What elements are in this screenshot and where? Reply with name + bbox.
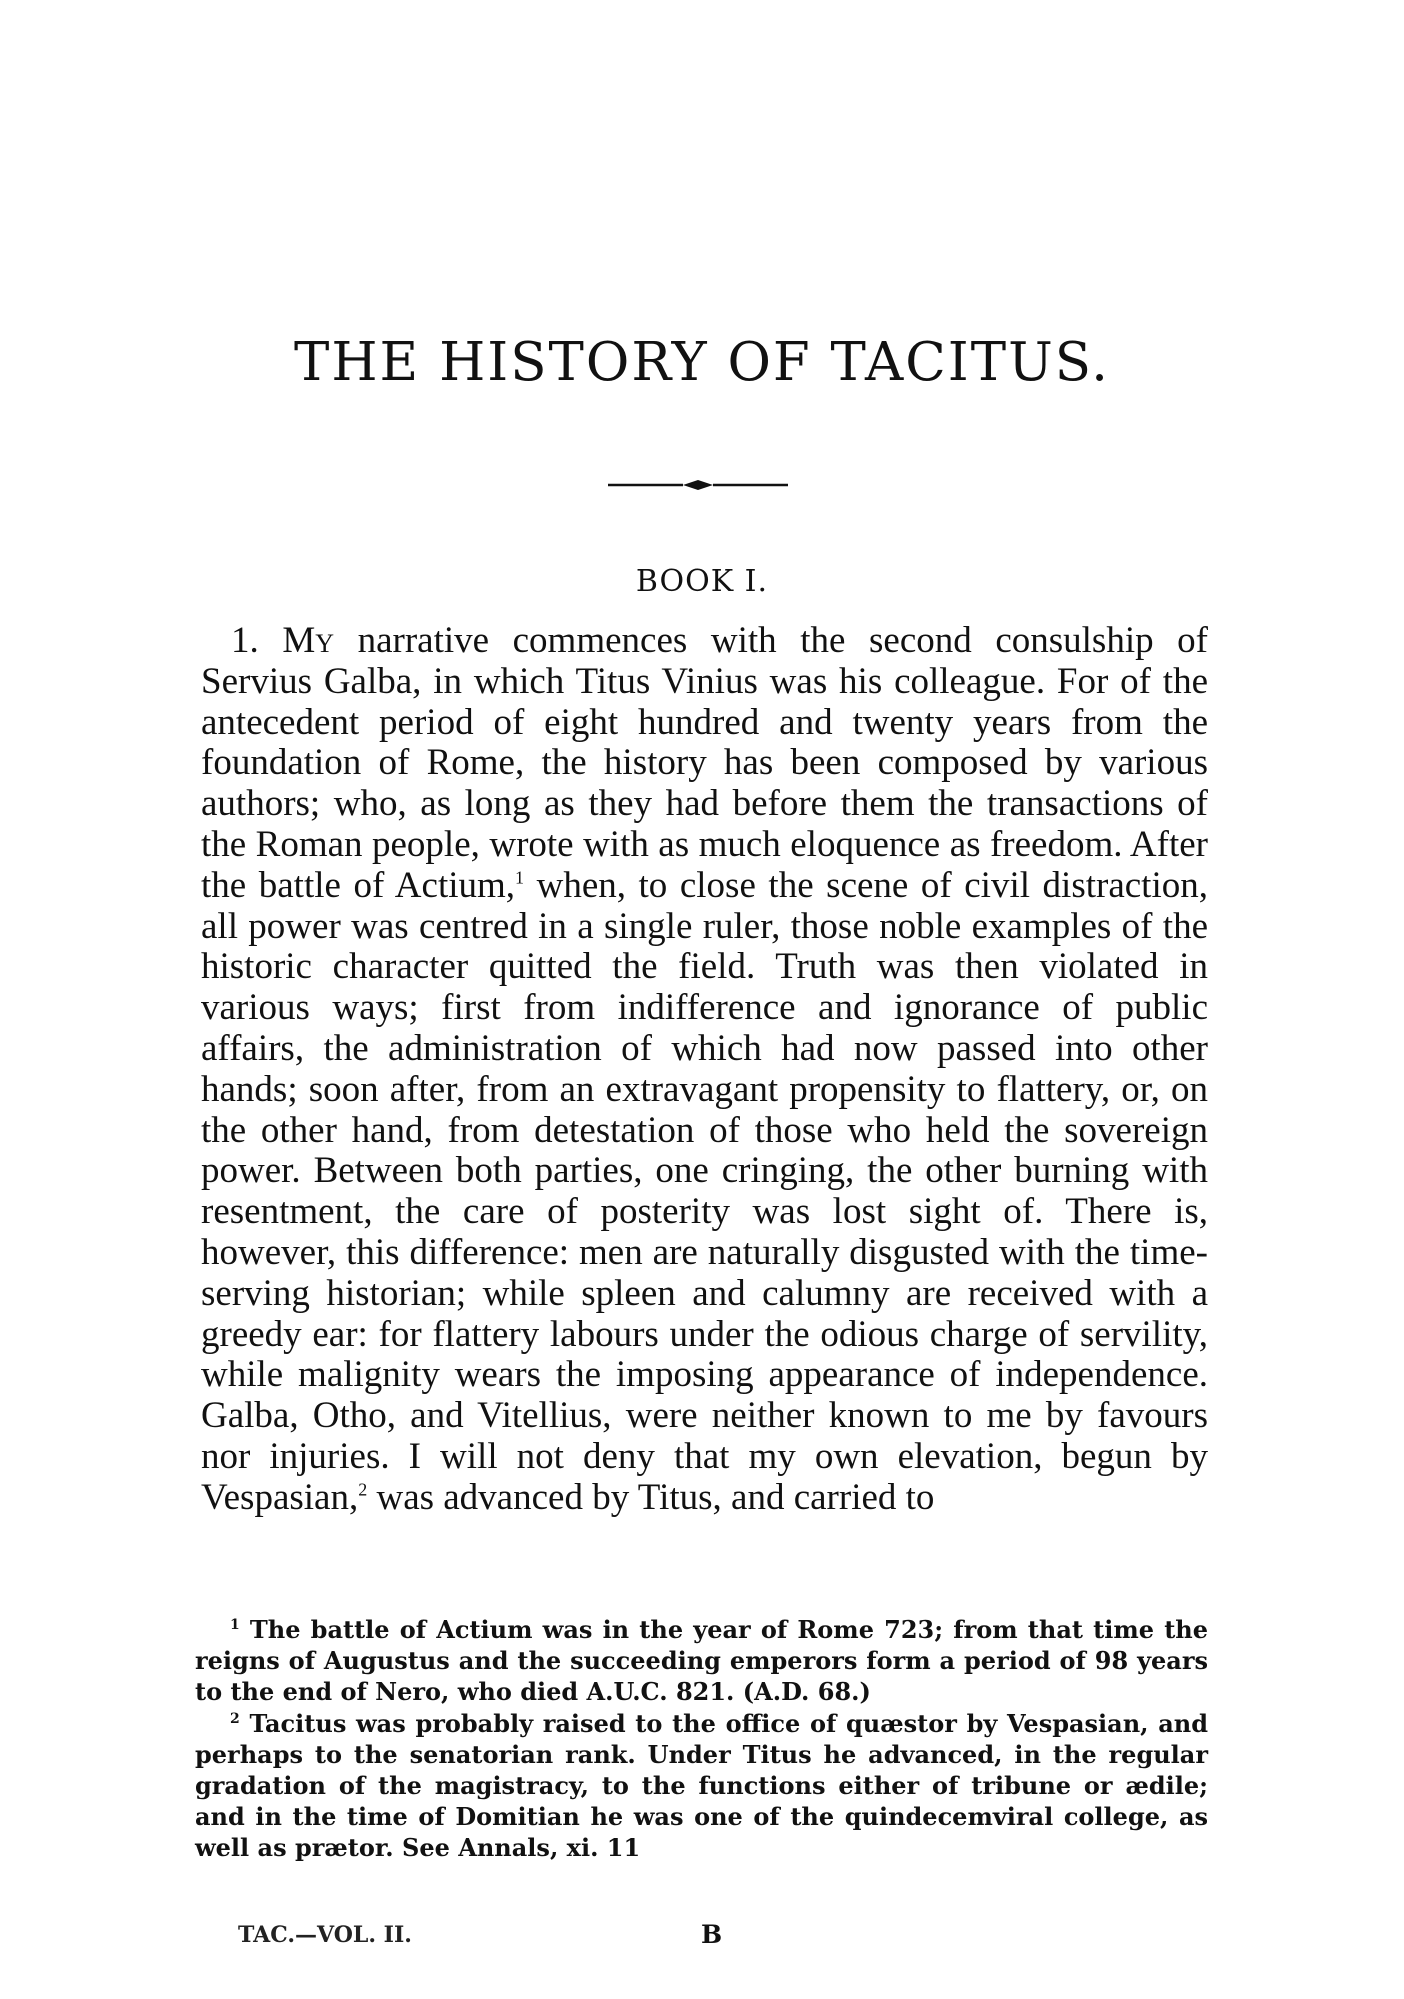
- signature-mark: TAC.—VOL. II.: [238, 1922, 412, 1948]
- footnotes: [195, 1614, 1208, 1864]
- footnote-1-text: The battle of Actium was in the year of Rome 723; from that time the reigns of Augustus and the succeeding emperors form a period of 98 years to the end of Nero, who died A.U.C. 821. (A.D. 68.): [195, 1615, 1208, 1707]
- signature-letter: B: [701, 1920, 723, 1949]
- paragraph-text-3: was advanced by Titus, and carried to: [367, 1476, 935, 1518]
- footnote-1: [195, 1614, 1208, 1708]
- footnote-2-text: Tacitus was probably raised to the office of quæstor by Vespasian, and perhaps to the senatorian rank. Under Titus he advanced, in the regular gradation of the magistracy, to the functions either of tribune or ædile; and in the time of Domitian he was one of the quindecemviral college, as well as prætor. See Annals, xi. 11: [195, 1708, 1208, 1863]
- footnote-2-marker: 2: [230, 1710, 240, 1727]
- ornament-divider: [608, 478, 788, 492]
- footnote-ref-1: 1: [515, 867, 525, 888]
- footnote-1-marker: 1: [230, 1617, 240, 1633]
- main-paragraph: [201, 621, 1208, 1519]
- paragraph-number: 1.: [231, 620, 259, 661]
- footnote-ref-2: 2: [358, 1479, 368, 1500]
- paragraph-dropcap: My: [282, 620, 335, 661]
- footnote-2: [195, 1708, 1208, 1864]
- book-heading: BOOK I.: [635, 564, 769, 599]
- paragraph-text-2: when, to close the scene of civil distraction, all power was centred in a single ruler, those noble examples of the historic character quitted the field. Truth was then violated in various ways; first from indifference and ignorance of public affairs, the administration of which had now passed into other hands; soon after, from an extravagant propensity to flattery, or, on the other hand, from detestation of those who held the sovereign power. Between both parties, one cringing, the other burning with resentment, the care of posterity was lost sight of. There is, however, this difference: men are naturally disgusted with the time-serving historian; while spleen and calumny are received with a greedy ear: for flattery labours under the odious charge of servility, while malignity wears the imposing appearance of independence. Galba, Otho, and Vitellius, were neither known to me by favours nor injuries. I will not deny that my own elevation, begun by Vespasian,: [201, 864, 1208, 1518]
- page-title: THE HISTORY OF TACITUS.: [293, 332, 1111, 393]
- paragraph-text-1: narrative commences with the second consulship of Servius Galba, in which Titus Vinius was his colleague. For of the antecedent period of eight hundred and twenty years from the foundation of Rome, the history has been composed by various authors; who, as long as they had before them the transactions of the Roman people, wrote with as much eloquence as freedom. After the battle of Actium,: [201, 620, 1208, 906]
